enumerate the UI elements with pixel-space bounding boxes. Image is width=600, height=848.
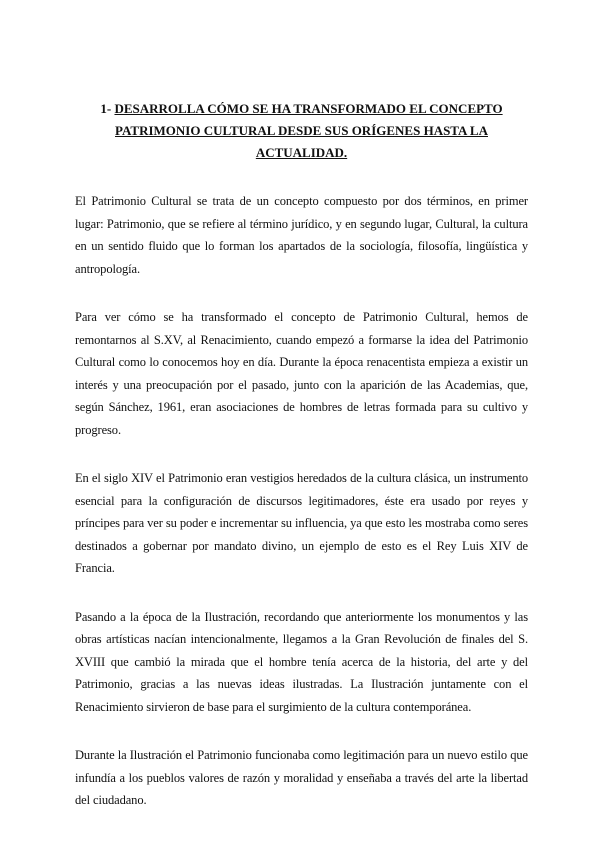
paragraph-definition: El Patrimonio Cultural se trata de un concepto compuesto por dos términos, en primer lugar: Patrimonio, que se refiere al término jurídico, y en segundo lugar, Cultural, la cultura en un sentido fluido que lo forman los apartados de la sociología, filosofía, lingüística y antropología. [75,194,528,276]
paragraph-xiv-century: En el siglo XIV el Patrimonio eran vestigios heredados de la cultura clásica, un instrumento esencial para la configuración de discursos legitimadores, éste era usado por reyes y príncipes para ver su poder e incrementar su influencia, ya que esto les mostraba como seres destinados a gobernar por mandato divino, un ejemplo de esto es el Rey Luis XIV de Francia. [75,471,528,575]
paragraph-renaissance: Para ver cómo se ha transformado el concepto de Patrimonio Cultural, hemos de remontarnos al S.XV, al Renacimiento, cuando empezó a formarse la idea del Patrimonio Cultural como lo conocemos hoy en día. Durante la época renacentista empieza a existir un interés y una preocupación por el pasado, junto con la aparición de las Academias, que, según Sánchez, 1961, eran asociaciones de hombres de letras formada para su cultivo y progreso. [75,310,528,437]
document-heading [75,98,528,164]
document-page [75,98,528,838]
heading-number: 1- [100,101,115,116]
paragraph-legitimation: Durante la Ilustración el Patrimonio funcionaba como legitimación para un nuevo estilo que infundía a los pueblos valores de razón y moralidad y enseñaba a través del arte la libertad del ciudadano. [75,748,528,807]
paragraph-enlightenment: Pasando a la época de la Ilustración, recordando que anteriormente los monumentos y las obras artísticas nacían intencionalmente, llegamos a la Gran Revolución de finales del S. XVIII que cambió la mirada que el hombre tenía acerca de la historia, del arte y del Patrimonio, gracias a las nuevas ideas ilustradas. La Ilustración juntamente con el Renacimiento sirvieron de base para el surgimiento de la cultura contemporánea. [75,609,528,714]
heading-title: DESARROLLA CÓMO SE HA TRANSFORMADO EL CONCEPTO PATRIMONIO CULTURAL DESDE SUS ORÍGENES HASTA LA ACTUALIDAD. [114,101,503,160]
